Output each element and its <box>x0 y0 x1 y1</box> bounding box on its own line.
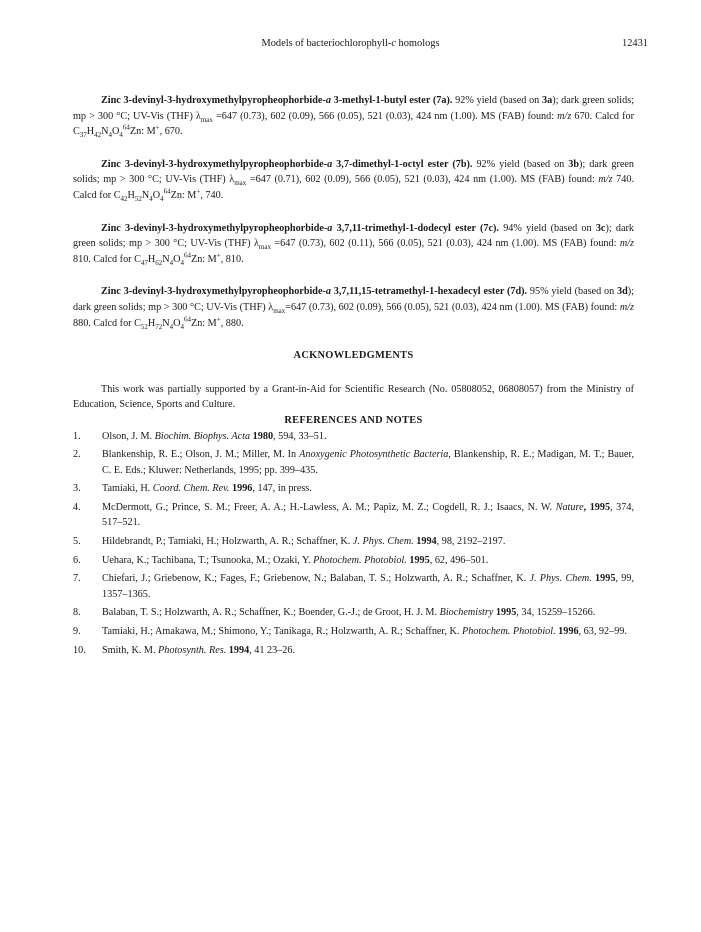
formula-subscript: 42 <box>94 131 102 140</box>
reference-item <box>73 605 634 621</box>
reference-authors: Uehara, K.; Tachibana, T.; Tsunooka, M.; Ozaki, Y. <box>102 554 314 566</box>
reference-authors: Blankenship, R. E.; Olson, J. M.; Miller, M. In <box>102 449 300 461</box>
formula-subscript: 37 <box>79 131 87 140</box>
compound-paragraph <box>73 221 634 268</box>
compound-paragraph <box>73 93 634 140</box>
properties: ); dark green solids; mp > 300 °C; UV-Vis (THF) λ <box>73 158 634 186</box>
lambda-subscript: max <box>273 306 286 315</box>
calc-tail: Zn: M <box>190 317 217 329</box>
mz-label: m/z <box>557 110 572 122</box>
calc-value: , 670. <box>159 126 183 138</box>
uv-data: =647 (0.73), 602 (0.11), 566 (0.05), 521 (0.03), 424 nm (1.00). MS (FAB) found: <box>270 238 620 250</box>
charge-superscript: + <box>216 315 221 324</box>
reference-number: 9. <box>73 626 81 638</box>
reference-journal: Biochemistry <box>439 607 494 619</box>
reference-details: , 41 23–26. <box>249 644 296 656</box>
reference-item <box>73 571 634 602</box>
reference-list <box>73 429 634 659</box>
compound-name-tail: 3,7-dimethyl-1-octyl ester (7b). <box>332 158 473 170</box>
found-value: 810. Calcd for C <box>73 253 141 265</box>
main-content <box>73 93 634 661</box>
compound-name-text: Zinc 3-devinyl-3-hydroxymethylpyropheophorbide- <box>101 158 328 170</box>
calc-tail: Zn: M <box>190 253 217 265</box>
reference-authors: Chiefari, J.; Griebenow, K.; Fages, F.; Griebenow, N.; Balaban, T. S.; Holzwarth, A. R.; Schaffner, K. <box>102 573 530 585</box>
calc-value: , 740. <box>200 189 224 201</box>
calc-tail: Zn: M <box>170 189 197 201</box>
formula-element: H <box>127 189 135 201</box>
lambda-subscript: max <box>234 179 247 188</box>
reference-year: 1980 <box>250 430 274 442</box>
found-value: 880. Calcd for C <box>73 317 141 329</box>
reference-number: 1. <box>73 430 81 442</box>
reference-number: 5. <box>73 536 81 548</box>
compound-name-tail: 3,7,11,15-tetramethyl-1-hexadecyl ester (7d). <box>330 286 528 298</box>
reference-details: , 34, 15259–15266. <box>516 607 596 619</box>
base-compound: 3c <box>595 222 606 234</box>
compound-entry <box>73 284 634 331</box>
mz-label: m/z <box>619 238 635 250</box>
base-compound: 3d <box>616 286 628 298</box>
charge-superscript: + <box>216 251 221 260</box>
formula-element: N <box>101 126 109 138</box>
reference-number: 4. <box>73 501 81 513</box>
formula-element: N <box>162 253 170 265</box>
uv-data: =647 (0.73), 602 (0.09), 566 (0.05), 521 (0.03), 424 nm (1.00). MS (FAB) found: <box>285 301 620 313</box>
reference-details: , 98, 2192–2197. <box>436 536 506 548</box>
reference-year: 1995 <box>406 554 430 566</box>
reference-year: 1994 <box>413 536 437 548</box>
reference-journal: J. Phys. Chem. <box>529 573 592 585</box>
formula-subscript: 4 <box>169 322 174 331</box>
formula-element: H <box>147 253 156 265</box>
reference-authors: Smith, K. M. <box>102 644 159 656</box>
isotope-superscript: 64 <box>183 315 191 324</box>
properties: ); dark green solids; mp > 300 °C; UV-Vis (THF) λ <box>73 95 635 122</box>
compound-name-text: Zinc 3-devinyl-3-hydroxymethylpyropheophorbide- <box>101 222 328 234</box>
reference-journal: Nature <box>555 501 584 513</box>
calc-value: , 810. <box>220 253 244 265</box>
isotope-superscript: 64 <box>183 251 191 260</box>
reference-item <box>73 624 634 640</box>
formula-subscript: 62 <box>155 258 163 267</box>
reference-item <box>73 500 634 531</box>
uv-data: =647 (0.71), 602 (0.09), 566 (0.05), 521 (0.03), 424 nm (1.00). MS (FAB) found: <box>246 174 599 186</box>
compound-name-italic: a <box>327 222 333 234</box>
formula-element: N <box>162 317 170 329</box>
mz-label: m/z <box>619 301 634 313</box>
reference-year: 1996 <box>555 626 579 638</box>
compound-list <box>73 93 634 331</box>
yield-text: 94% yield (based on <box>498 222 596 234</box>
compound-name-italic: a <box>325 286 331 298</box>
mz-label: m/z <box>598 174 613 186</box>
formula-subscript: 4 <box>119 131 123 140</box>
yield-text: 92% yield (based on <box>452 95 543 106</box>
reference-journal: Photochem. Photobiol. <box>313 554 407 566</box>
calc-tail: Zn: M <box>129 126 156 138</box>
formula-subscript: 4 <box>108 131 113 140</box>
reference-number: 3. <box>73 483 81 495</box>
reference-details: , 147, in press. <box>252 483 312 495</box>
reference-details: , 594, 33–51. <box>273 430 327 442</box>
formula-element: O <box>152 189 161 201</box>
reference-journal: Photochem. Photobiol. <box>461 626 556 638</box>
reference-item <box>73 534 634 550</box>
acknowledgments-text: This work was partially supported by a Grant-in-Aid for Scientific Research (No. 05808052, 06808057) from the Ministry of Education, Science, Sports and Culture. <box>73 383 634 411</box>
reference-item <box>73 447 634 478</box>
found-value: 740. Calcd for C <box>73 174 635 201</box>
compound-name <box>101 95 452 106</box>
formula-subscript: 4 <box>180 322 184 331</box>
reference-details: , 99, 1357–1365. <box>102 573 635 600</box>
formula-subscript: 52 <box>140 322 148 331</box>
compound-name-tail: 3-methyl-1-butyl ester (7a). <box>330 95 453 106</box>
running-head <box>0 36 701 52</box>
reference-number: 10. <box>73 644 86 656</box>
formula-subscript: 42 <box>120 195 128 203</box>
compound-name <box>101 159 472 170</box>
reference-year: 1995 <box>493 607 517 619</box>
compound-name <box>101 223 499 234</box>
reference-journal: Coord. Chem. Rev. <box>152 483 230 495</box>
compound-entry <box>73 221 634 268</box>
formula-subscript: 47 <box>140 258 148 267</box>
reference-details: , 374, 517–521. <box>102 501 635 529</box>
formula-subscript: 4 <box>180 258 184 267</box>
properties: ); dark green solids; mp > 300 °C; UV-Vis (THF) λ <box>73 286 634 313</box>
lambda-subscript: max <box>200 115 213 124</box>
reference-authors: McDermott, G.; Prince, S. M.; Freer, A. A.; H.-Lawless, A. M.; Papiz, M. Z.; Cogdell, R. J.; Isaacs, N. W. <box>102 501 556 513</box>
references-heading: REFERENCES AND NOTES <box>284 414 423 426</box>
formula-element: O <box>173 317 181 329</box>
compound-entry <box>73 157 634 204</box>
reference-year: 1994 <box>226 644 250 656</box>
reference-journal: Anoxygenic Photosynthetic Bacteria <box>299 449 449 461</box>
reference-item <box>73 429 634 445</box>
formula-subscript: 4 <box>149 195 153 203</box>
lambda-subscript: max <box>258 243 271 252</box>
properties: ); dark green solids; mp > 300 °C; UV-Vis (THF) λ <box>73 222 634 250</box>
reference-year: , 1995 <box>583 501 611 513</box>
reference-details: , Blankenship, R. E.; Madigan, M. T.; Bauer, C. E. Eds.; Kluwer: Netherlands, 1995; pp. 399–435. <box>102 449 634 476</box>
formula-element: O <box>112 126 120 138</box>
uv-data: =647 (0.73), 602 (0.09), 566 (0.05), 521 (0.03), 424 nm (1.00). MS (FAB) found: <box>212 110 558 122</box>
reference-authors: Balaban, T. S.; Holzwarth, A. R.; Schaffner, K.; Boender, G.-J.; de Groot, H. J. M. <box>102 607 440 619</box>
calc-value: , 880. <box>220 317 244 329</box>
compound-name-text: Zinc 3-devinyl-3-hydroxymethylpyropheophorbide- <box>101 286 326 298</box>
reference-item <box>73 553 634 569</box>
page-number: 12431 <box>622 38 648 49</box>
reference-number: 2. <box>73 449 81 461</box>
compound-entry <box>73 93 634 140</box>
isotope-superscript: 64 <box>122 123 130 132</box>
reference-item <box>73 643 634 659</box>
compound-name-tail: 3,7,11-trimethyl-1-dodecyl ester (7c). <box>332 222 499 234</box>
yield-text: 92% yield (based on <box>472 158 569 170</box>
running-title: Models of bacteriochlorophyll-c homologs <box>261 38 440 49</box>
yield-text: 95% yield (based on <box>527 286 617 298</box>
reference-year: 1995 <box>591 573 616 585</box>
reference-details: , 63, 92–99. <box>578 626 627 638</box>
reference-details: , 62, 496–501. <box>429 554 489 566</box>
acknowledgments-heading: ACKNOWLEDGMENTS <box>293 350 414 362</box>
reference-journal: Biochim. Biophys. Acta <box>154 430 251 442</box>
reference-number: 8. <box>73 607 81 619</box>
reference-number: 7. <box>73 573 81 585</box>
base-compound: 3a <box>542 95 553 106</box>
formula-subscript: 4 <box>160 195 164 203</box>
reference-journal: J. Phys. Chem. <box>352 536 414 548</box>
compound-name-text: Zinc 3-devinyl-3-hydroxymethylpyropheophorbide- <box>101 95 326 106</box>
found-value: 670. Calcd for C <box>73 110 634 138</box>
compound-paragraph <box>73 284 634 331</box>
formula-subscript: 72 <box>155 322 163 331</box>
charge-superscript: + <box>196 187 201 196</box>
formula-subscript: 52 <box>134 195 142 203</box>
compound-name-italic: a <box>325 95 331 106</box>
reference-authors: Olson, J. M. <box>102 430 155 442</box>
reference-year: 1996 <box>229 483 253 495</box>
formula-element: N <box>141 189 150 201</box>
compound-name <box>101 286 527 297</box>
charge-superscript: + <box>155 123 160 132</box>
reference-authors: Tamiaki, H.; Amakawa, M.; Shimono, Y.; Tanikaga, R.; Holzwarth, A. R.; Schaffner, K. <box>102 626 462 638</box>
formula-element: H <box>86 126 95 138</box>
isotope-superscript: 64 <box>163 187 171 196</box>
reference-item <box>73 481 634 497</box>
reference-number: 6. <box>73 554 81 566</box>
compound-name-italic: a <box>327 158 333 170</box>
reference-authors: Hildebrandt, P.; Tamiaki, H.; Holzwarth, A. R.; Schaffner, K. <box>102 536 353 548</box>
formula-element: H <box>147 317 156 329</box>
compound-paragraph <box>73 157 634 204</box>
base-compound: 3b <box>568 158 580 170</box>
formula-subscript: 4 <box>169 258 174 267</box>
formula-element: O <box>173 253 181 265</box>
reference-authors: Tamiaki, H. <box>102 483 153 495</box>
reference-journal: Photosynth. Res. <box>158 644 227 656</box>
